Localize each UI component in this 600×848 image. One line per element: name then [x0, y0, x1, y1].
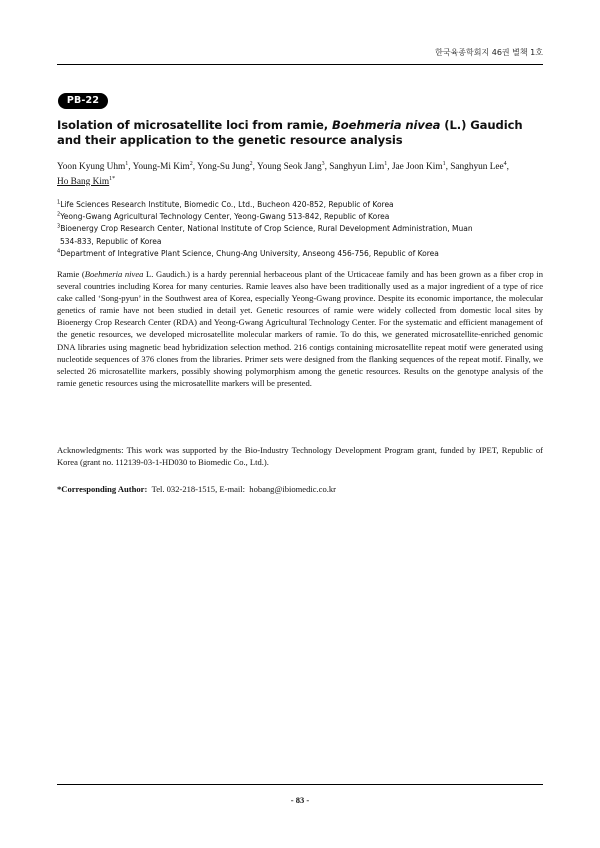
author-name: Sanghyun Lim: [329, 162, 385, 172]
affiliation-number: 2: [57, 211, 61, 218]
abstract-body: [57, 268, 543, 389]
affiliation-list: [57, 199, 543, 260]
affiliation-text: Life Sciences Research Institute, Biomedic Co., Ltd., Bucheon 420-852, Republic of Korea: [60, 200, 394, 209]
acknowledgments: Acknowledgments: This work was supported by the Bio-Industry Technology Development Program grant, funded by IPET, Republic of Korea (grant no. 112139-03-1-HD030 to Biomedic Co., Ltd.).: [57, 445, 543, 468]
author-sep: ,: [324, 162, 330, 172]
footer-rule: [57, 784, 543, 785]
author: [133, 162, 198, 172]
title-part-2: (L.) Gaudich and their application to the genetic resource analysis: [57, 118, 523, 147]
author-name: Young-Mi Kim: [132, 162, 190, 172]
author-name: Young Seok Jang: [256, 162, 322, 172]
corresponding-email-label: E-mail:: [219, 484, 246, 494]
corresponding-email: hobang@ibiomedic.co.kr: [249, 484, 336, 494]
author-affil-sup: 2: [189, 160, 193, 167]
poster-id-badge: PB-22: [58, 93, 108, 109]
author-sep: ,: [445, 162, 451, 172]
author-sep: ,: [506, 162, 509, 172]
journal-header: 한국육종학회지 46권 별책 1호: [435, 48, 543, 57]
title-species: Boehmeria nivea: [331, 118, 441, 132]
corresponding-label: *Corresponding Author:: [57, 484, 148, 494]
author-name: Jae Joon Kim: [391, 162, 443, 172]
corresponding-author: [57, 177, 115, 187]
abstract-rest: L. Gaudich.) is a hardy perennial herbaceous plant of the Urticaceae family and has been grown as a fiber crop in several countries including Korea for many centuries. Ramie leaves also have been traditionally used as a major ingredient of a type of rice cake called ‘Song-pyun’ in the Southwest area of Korea, especially Yeong-Gwang province. Despite its economic importance, the molecular genetics of ramie have not been studied in detail yet. Genetic resources of ramie were widely collected from domestic local sites by Bioenergy Crop Research Center (RDA) and Yeong-Gwang Agricultural Technology Center. For the systematic and efficient management of the genetic resources, we developed microsatellite molecular markers of ramie. To do this, we generated microsatellite-enriched genomic DNA libraries using magnetic bead hybridization selection method. 216 contigs containing microsatellite repeat motif were generated using nucleotide sequences of 376 clones from the libraries. Primer sets were designed from the flanking sequences of the repeat motif. Finally, we selected 26 microsatellite markers, possibly showing polymorphism among the genetic resources. Results on the genotype analysis of the ramie genetic resources using the microsatellite markers will be presented.: [57, 269, 543, 388]
affiliation-text: Yeong-Gwang Agricultural Technology Center, Yeong-Gwang 513-842, Republic of Korea: [60, 212, 390, 222]
author-list: [57, 160, 547, 189]
author-name: Ho Bang Kim: [57, 176, 110, 187]
author-name: Yong-Su Jung: [197, 162, 250, 172]
author: [450, 162, 509, 172]
abstract-lead: Ramie (: [57, 269, 85, 279]
corresponding-tel: Tel. 032-218-1515,: [151, 484, 218, 494]
author: [257, 162, 329, 172]
author-affil-sup: 3: [321, 160, 325, 167]
affiliation-text: Department of Integrative Plant Science, Chung-Ang University, Anseong 456-756, Republic of Korea: [60, 248, 439, 258]
author-sep: ,: [252, 162, 257, 172]
author-name: Yoon Kyung Uhm: [57, 162, 126, 172]
author-sep: ,: [387, 162, 392, 172]
author-affil-sup: 1: [442, 160, 446, 167]
author-name: Sanghyun Lee: [450, 162, 504, 172]
affiliation-number: 4: [57, 248, 61, 255]
author-affil-sup: 4: [503, 160, 507, 167]
author-sep: ,: [192, 162, 198, 172]
author: [197, 162, 257, 172]
affiliation-text: Bioenergy Crop Research Center, National Institute of Crop Science, Rural Development Administration, Muan: [60, 224, 473, 234]
author-affil-sup: 1: [125, 160, 129, 167]
abstract-species: Boehmeria nivea: [84, 269, 144, 279]
author: [392, 162, 450, 172]
author-sep: ,: [128, 162, 133, 172]
page-number: - 83 -: [290, 795, 310, 805]
paper-title: [57, 118, 543, 148]
affiliation: [57, 199, 543, 211]
affiliation-number: 1: [57, 199, 61, 206]
author-affil-sup: 1*: [109, 175, 116, 182]
author-affil-sup: 2: [249, 160, 253, 167]
affiliation: [57, 223, 543, 235]
title-part-1: Isolation of microsatellite loci from ramie,: [57, 118, 332, 132]
affiliation: [57, 248, 543, 260]
affiliation-continuation: 534-833, Republic of Korea: [60, 236, 162, 246]
affiliation: [57, 211, 543, 223]
author-affil-sup: 1: [384, 160, 388, 167]
affiliation-number: 3: [57, 223, 61, 230]
author: [329, 162, 392, 172]
header-rule: [57, 64, 543, 65]
corresponding-info: [57, 483, 543, 495]
author: [57, 162, 133, 172]
